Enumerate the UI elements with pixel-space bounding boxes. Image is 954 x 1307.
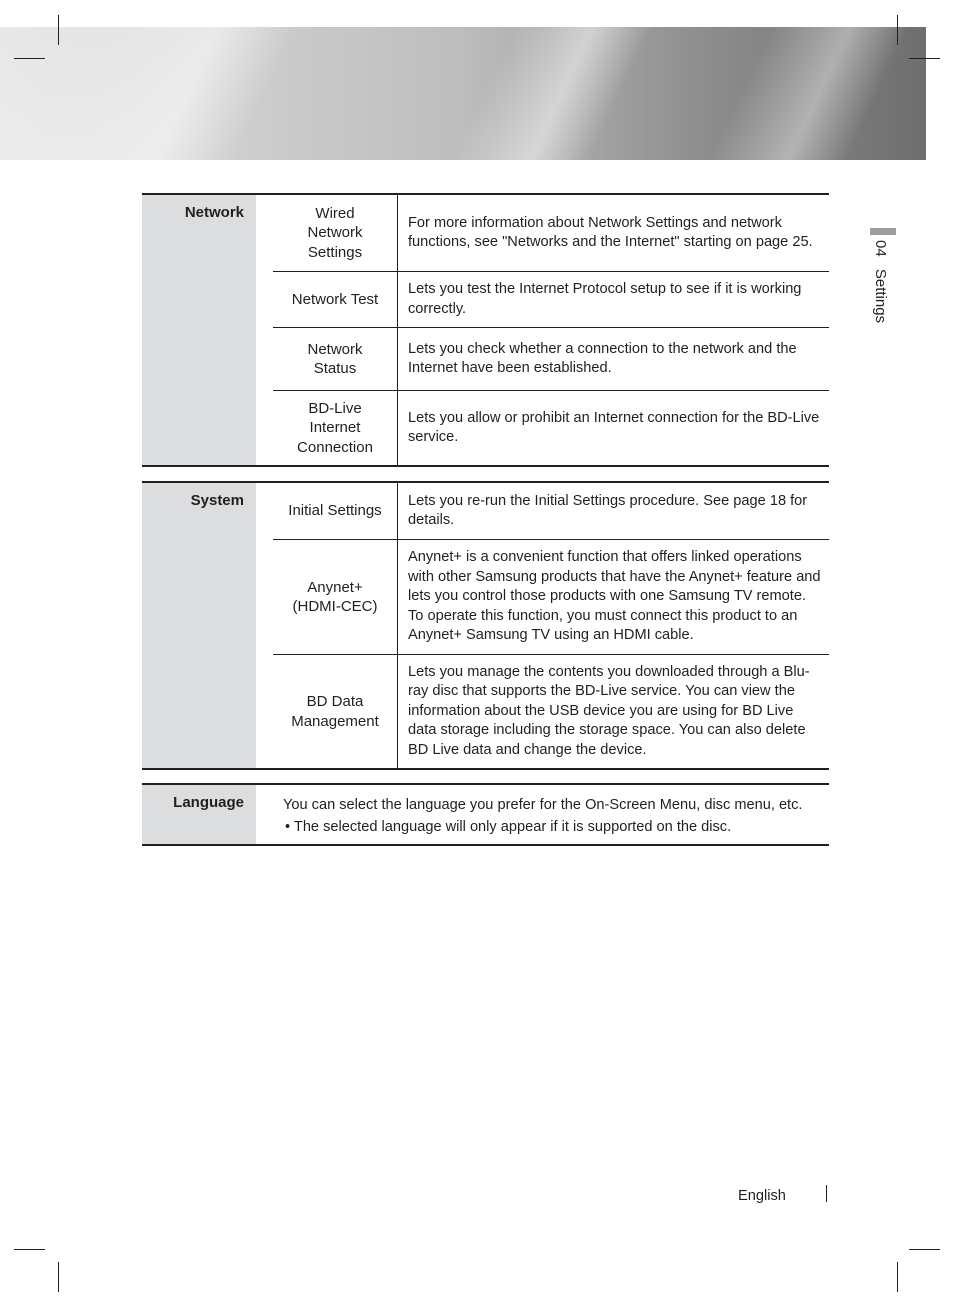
crop-mark xyxy=(909,58,940,59)
crop-mark xyxy=(14,1249,45,1250)
category-label-language: Language xyxy=(173,794,244,811)
table-row xyxy=(273,391,829,465)
footer-divider xyxy=(826,1185,827,1202)
footer-language: English xyxy=(738,1188,786,1204)
chapter-tab xyxy=(872,240,889,323)
setting-name: Initial Settings xyxy=(273,483,398,539)
crop-mark xyxy=(14,58,45,59)
language-bullet: • The selected language will only appear if it is supported on the disc. xyxy=(285,819,732,835)
language-section xyxy=(142,783,829,846)
crop-mark xyxy=(897,1262,898,1292)
category-cell xyxy=(142,195,256,465)
table-row xyxy=(273,540,829,655)
header-banner xyxy=(0,27,926,160)
chapter-tab-marker xyxy=(870,228,896,235)
crop-mark xyxy=(58,15,59,45)
setting-name: BD Data Management xyxy=(273,655,398,768)
setting-name: BD-Live Internet Connection xyxy=(273,391,398,465)
crop-mark xyxy=(58,1262,59,1292)
chapter-number: 04 xyxy=(872,240,889,257)
crop-mark xyxy=(909,1249,940,1250)
language-text: You can select the language you prefer for the On-Screen Menu, disc menu, etc. xyxy=(283,797,803,813)
setting-name: Network Status xyxy=(273,328,398,390)
category-cell xyxy=(142,483,256,768)
category-label-network: Network xyxy=(184,204,244,221)
setting-description: Lets you manage the contents you downloaded through a Blu-ray disc that supports the BD-Live service. You can view the information about the USB device you are using for BD Live data storage including the storage space. You can also delete BD Live data and change the device. xyxy=(408,663,810,758)
setting-description: Lets you re-run the Initial Settings procedure. See page 18 for details. xyxy=(408,492,808,528)
setting-description: Anynet+ is a convenient function that offers linked operations with other Samsung products that have the Anynet+ feature and lets you control those products with one Samsung TV remote. To operate this function, you must connect this product to an Anynet+ Samsung TV using an HDMI cable. xyxy=(408,549,821,644)
table-row xyxy=(273,272,829,328)
setting-description: Lets you allow or prohibit an Internet connection for the BD-Live service. xyxy=(408,409,820,445)
setting-name: Anynet+ (HDMI-CEC) xyxy=(273,540,398,654)
table-row xyxy=(273,483,829,540)
system-section xyxy=(142,481,829,770)
category-cell xyxy=(142,785,256,844)
setting-name: Wired Network Settings xyxy=(273,195,398,271)
crop-mark xyxy=(897,15,898,45)
language-description xyxy=(283,794,802,838)
chapter-title: Settings xyxy=(872,268,889,324)
network-section xyxy=(142,193,829,467)
setting-name: Network Test xyxy=(273,272,398,327)
setting-description: For more information about Network Settings and network functions, see "Networks and the Internet" starting on page 25. xyxy=(408,214,813,250)
setting-description: Lets you test the Internet Protocol setup to see if it is working correctly. xyxy=(408,281,802,317)
table-row xyxy=(273,328,829,391)
table-row xyxy=(273,655,829,768)
table-row xyxy=(273,195,829,272)
category-label-system: System xyxy=(190,492,244,509)
setting-description: Lets you check whether a connection to the network and the Internet have been established. xyxy=(408,340,797,376)
